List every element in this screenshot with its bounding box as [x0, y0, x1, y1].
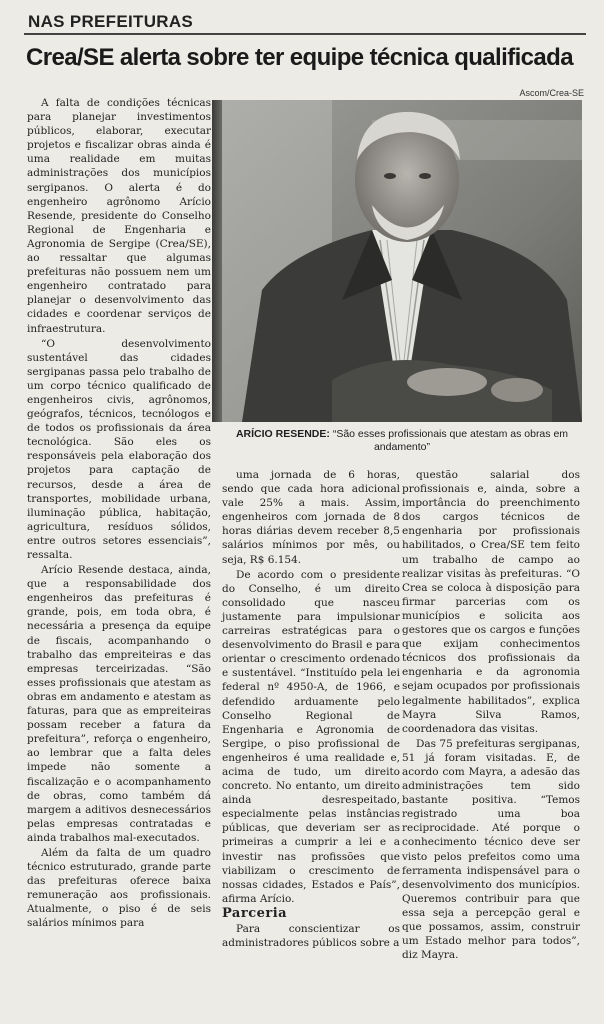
paragraph: Das 75 prefeituras sergipanas, 51 já foram visitadas. E, de acordo com Mayra, a adesão das administrações tem sido bastante positiva. “Temos registrado uma boa reciprocidade. Até porque o conhecimento técnico deve ser visto pelos prefeitos como uma ferramenta indispensável para o desenvolvimento dos municípios. Queremos contribuir para que essa seja a percepção geral e que possamos, assim, construir um Estado melhor para todos”, diz Mayra.: [402, 737, 580, 962]
article-column-1: [27, 96, 211, 931]
portrait-photo: [222, 100, 582, 422]
article-column-3: [402, 468, 580, 962]
headline: Crea/SE alerta sobre ter equipe técnica qualificada: [26, 44, 573, 71]
photo-edge-shadow: [212, 100, 222, 422]
paragraph: A falta de condições técnicas para planejar investimentos públicos, elaborar, executar projetos e fiscalizar obras ainda é uma realidade em muitas administrações dos municípios sergipanos. O alerta é do engenheiro agrônomo Arício Resende, presidente do Conselho Regional de Engenharia e Agronomia de Sergipe (Crea/SE), ao ressaltar que algumas prefeituras não possuem nem um engenheiro contratado para planejar o desenvolvimento das cidades e coordenar serviços de infraestrutura.: [27, 97, 211, 335]
caption-name: ARÍCIO RESENDE:: [235, 428, 330, 440]
paragraph: Arício Resende destaca, ainda, que a responsabilidade dos engenheiros das prefeituras é grande, pois, em toda obra, é necessária a presença da equipe de fiscais, acompanhando o trabalho das empreiteiras e das empresas terceirizadas. “São esses profissionais que atestam as obras em andamento e atestam as faturas, para que as empreiteiras possam receber a fatura da prefeitura”, reforça o engenheiro, ao lembrar que a falta deles impede não somente a fiscalização e o acompanhamento de obras, como também dá margem a aditivos desnecessários pelas empresas contratadas e ainda trabalhos mal-executados.: [27, 564, 211, 844]
paragraph: “O desenvolvimento sustentável das cidades sergipanas passa pelo trabalho de um corpo técnico qualificado de engenheiros civis, agrônomos, geógrafos, técnicos, tecnólogos e de todos os profissionais da área tecnológica. São eles os responsáveis pela elaboração dos projetos para captação de recursos, desde a área de transportes, mobilidade urbana, iluminação pública, habitação, agricultura, resíduos sólidos, entre outros setores essenciais”, ressalta.: [27, 337, 211, 561]
paragraph: Para conscientizar os administradores públicos sobre a: [222, 923, 400, 950]
subhead: Parceria: [222, 905, 288, 921]
caption-quote: “São esses profissionais que atestam as obras em andamento”: [332, 428, 569, 453]
portrait-illustration: [222, 100, 582, 422]
section-rule: [24, 33, 586, 35]
paragraph: Além da falta de um quadro técnico estruturado, grande parte das prefeituras oferece baixa remuneração aos profissionais. Atualmente, o piso é de seis salários mínimos para: [27, 846, 211, 930]
photo-caption: [222, 428, 582, 454]
paragraph: De acordo com o presidente do Conselho, é um direito consolidado que nasceu justamente para impulsionar carreiras estratégicas para o desenvolvimento do Brasil e para orientar o crescimento ordenado e sustentável. “Instituído pela lei federal nº 4950-A, de 1966, e defendido arduamente pelo Conselho Regional de Engenharia e Agronomia de Sergipe, o piso profissional de engenheiros é uma realidade e, acima de tudo, um direito concreto. No entanto, um direito ainda desrespeitado, especialmente pelas instâncias públicas, que deveriam ser as primeiras a cumprir a lei e a investir nas profissões que viabilizam o crescimento de nossas cidades, Estados e País”, afirma Arício.: [222, 568, 400, 905]
photo-credit: Ascom/Crea-SE: [519, 88, 584, 98]
paragraph: uma jornada de 6 horas, sendo que cada hora adicional vale 25% a mais. Assim, engenheiros com jornada de 8 horas diárias devem receber 8,5 salários mínimos por mês, ou seja, R$ 6.154.: [222, 469, 400, 566]
paragraph: questão salarial dos profissionais e, ainda, sobre a importância do preenchimento dos cargos técnicos de engenharia por profissionais habilitados, o Crea/SE tem feito um trabalho de campo ao realizar visitas às prefeituras. “O Crea se coloca à disposição para firmar parcerias com os municípios e solicita aos gestores que os cargos e funções que exijam conhecimentos técnicos dos profissionais da engenharia e da agronomia sejam ocupados por profissionais legalmente habilitados”, explica Mayra Silva Ramos, coordenadora das visitas.: [402, 469, 580, 735]
article-column-2: [222, 468, 400, 950]
section-label: NAS PREFEITURAS: [28, 12, 194, 31]
